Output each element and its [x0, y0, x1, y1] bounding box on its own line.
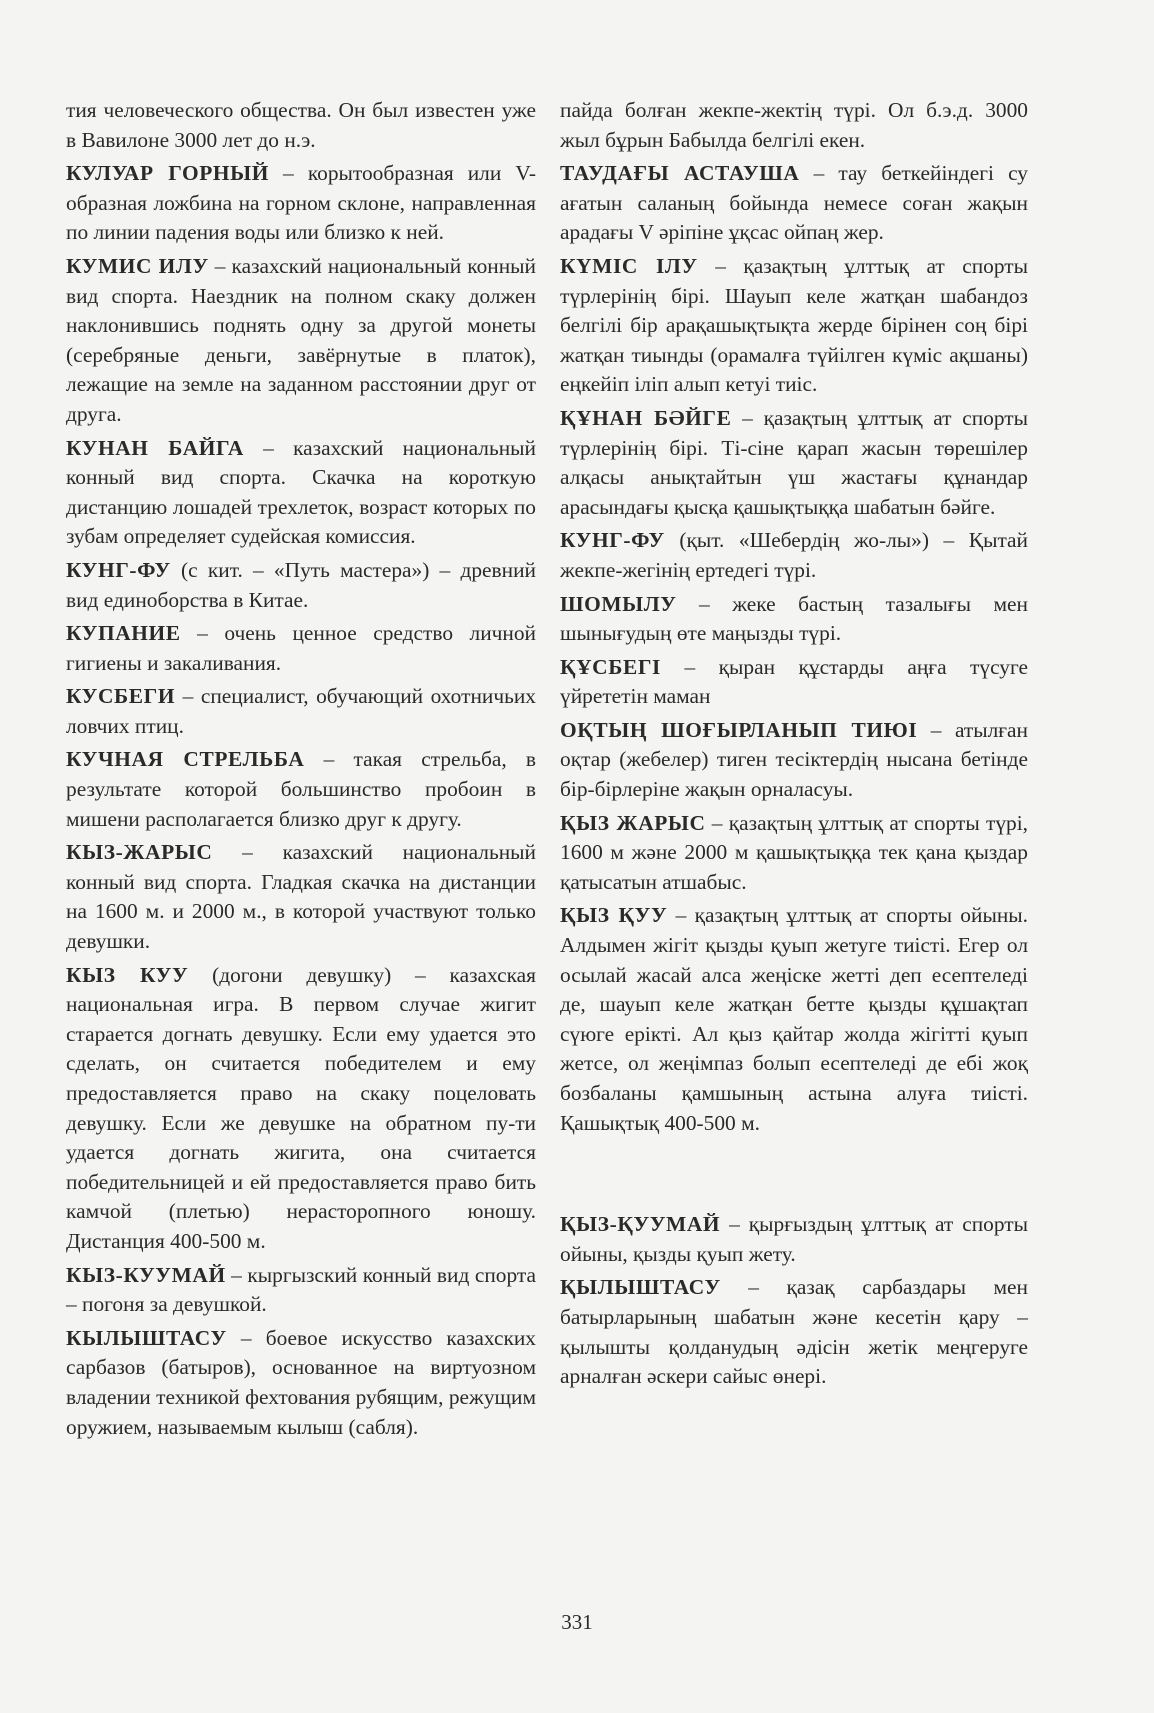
- entry-term: ШОМЫЛУ: [560, 591, 677, 616]
- entry-kunan-baiga: [66, 434, 536, 552]
- entry-term: КУМИС ИЛУ: [66, 253, 209, 278]
- entry-term: КУЛУАР ГОРНЫЙ: [66, 161, 269, 186]
- entry-term: ҚЫЗ-ҚУУМАЙ: [560, 1212, 721, 1237]
- entry-term: КУНАН БАЙГА: [66, 435, 244, 460]
- entry-text: – қазақтың ұлттық ат спорты түрлерінің бірі. Ті-сіне қарап жасын төрешілер алқасы анықтайтын үш жастағы құнандар арасындағы қысқа қашықтыққа шабатын бәйге.: [560, 405, 1029, 519]
- entry-kuluar-gorny: [66, 159, 536, 248]
- entry-kumis-ilu-kz: [560, 252, 1028, 400]
- entry-text: – атылған оқтар (жебелер) тиген тесіктердің нысана бетінде бір-бірлеріне жақын орналасуы.: [560, 717, 1028, 802]
- entry-term: КҮМІС ІЛУ: [560, 253, 698, 278]
- entry-kyz-zharys: [66, 838, 536, 956]
- kazakh-column: [560, 96, 1028, 1396]
- entry-term: КУНГ-ФУ: [66, 557, 171, 582]
- entry-text: – очень ценное средство личной гигиены и закаливания.: [66, 621, 536, 675]
- entry-text: (қыт. «Шебердің жо-лы») – Қытай жекпе-жегінің ертедегі түрі.: [560, 528, 1028, 582]
- entry-kung-fu-kz: [560, 526, 1028, 585]
- entry-term: КУЧНАЯ СТРЕЛЬБА: [66, 747, 305, 772]
- entry-term: КЫЗ КУУ: [66, 962, 189, 987]
- entry-text: – қазақтың ұлттық ат спорты ойыны. Алдымен жігіт қызды қуып жетуге тиісті. Егер ол осылай жасай алса жеңіске жетті деп есептеледі де, шауып келе жатқан бетте қызды құшақтап сүюге ерікті. Ал қыз қайтар жолда жігітті қуып жетсе, ол жеңімпаз болып есептеледі де ебі жоқ бозбаланы қамшының астына алуға тиісті. Қашықтық 400-500 м.: [560, 903, 1028, 1135]
- entry-term: ҚЫЛЫШТАСУ: [560, 1275, 721, 1300]
- entry-shomylu: [560, 590, 1028, 649]
- russian-column: [66, 96, 536, 1446]
- entry-kyz-kuu: [66, 961, 536, 1257]
- entry-oktyn-shogyrlanyp: [560, 716, 1028, 805]
- entry-text: – қырғыздың ұлттық ат спорты ойыны, қызды қуып жету.: [560, 1212, 1028, 1266]
- entry-text: – казахский национальный конный вид спорта. Гладкая скачка на дистанции на 1600 м. и 2000 м., в которой участвуют только девушки.: [66, 840, 536, 954]
- entry-kunan-baige-kz: [560, 404, 1028, 522]
- entry-term: КУСБЕГИ: [66, 684, 176, 709]
- entry-kuchnaya-strelba: [66, 745, 536, 834]
- entry-kyz-kuumai: [66, 1261, 536, 1320]
- entry-kupanie: [66, 619, 536, 678]
- entry-text: – специалист, обучающий охотничьих ловчих птиц.: [66, 684, 536, 738]
- entry-continuation: [66, 96, 536, 155]
- entry-term: КЫЗ-ЖАРЫС: [66, 840, 213, 865]
- entry-text: – қыран құстарды аңға түсуге үйрететін маман: [560, 654, 1028, 709]
- entry-term: ҚЫЗ ҚУУ: [560, 903, 668, 928]
- entry-text: (с кит. – «Путь мастера») – древний вид единоборства в Китае.: [66, 557, 536, 612]
- entry-text: – кыргызский конный вид спорта – погоня за девушкой.: [66, 1262, 536, 1317]
- entry-taudagy-astausha: [560, 159, 1028, 248]
- entry-kyz-zharys-kz: [560, 809, 1028, 898]
- entry-text: – корытообразная или V-образная ложбина на горном склоне, направленная по линии падения воды или близко к ней.: [66, 161, 536, 245]
- entry-term: ТАУДАҒЫ АСТАУША: [560, 161, 800, 186]
- entry-term: ҚЫЗ ЖАРЫС: [560, 810, 706, 835]
- entry-text: – қазақ сарбаздары мен батырларының шабатын және кесетін қару – қылышты қолданудың әдісін жетік меңгеруге арналған әскери сайыс өнері.: [560, 1275, 1028, 1389]
- entry-term: КЫЗ-КУУМАЙ: [66, 1262, 226, 1287]
- entry-term: ҚҰНАН БӘЙГЕ: [560, 405, 732, 430]
- entry-text: тия человеческого общества. Он был известен уже в Вавилоне 3000 лет до н.э.: [66, 98, 536, 152]
- entry-kusbegi-kz: [560, 653, 1028, 712]
- column-gap: [560, 1142, 1028, 1210]
- entry-kylyshtasu: [66, 1324, 536, 1442]
- entry-text: – жеке бастың тазалығы мен шынығудың өте маңызды түрі.: [560, 591, 1028, 646]
- entry-term: КУПАНИЕ: [66, 621, 181, 646]
- entry-text: пайда болған жекпе-жектің түрі. Ол б.э.д. 3000 жыл бұрын Бабылда белгілі екен.: [560, 98, 1028, 152]
- entry-kumis-ilu: [66, 252, 536, 430]
- entry-continuation: [560, 96, 1028, 155]
- entry-text: – казахский национальный конный вид спорта. Скачка на короткую дистанцию лошадей трехлеток, возраст которых по зубам определяет судейская комиссия.: [66, 435, 537, 549]
- entry-kung-fu: [66, 556, 536, 615]
- entry-text: – казахский национальный конный вид спорта. Наездник на полном скаку должен наклонившись поднять одну за другой монеты (серебряные деньги, завёрнутые в платок), лежащие на земле на заданном расстоянии друг от друга.: [66, 253, 536, 426]
- entry-text: (догони девушку) – казахская национальная игра. В первом случае жигит старается догнать девушку. Если ему удается это сделать, он считается победителем и ему предоставляется право на скаку поцеловать девушку. Если же девушке на обратном пу-ти удается догнать жигита, она считается победительницей и ей предоставляется право бить камчой (плетью) нерасторопного юношу. Дистанция 400-500 м.: [66, 962, 536, 1253]
- entry-text: – боевое искусство казахских сарбазов (батыров), основанное на виртуозном владении техникой фехтования рубящим, режущим оружием, называемым кылыш (сабля).: [66, 1325, 536, 1439]
- entry-kusbegi: [66, 682, 536, 741]
- entry-term: ОҚТЫҢ ШОҒЫРЛАНЫП ТИЮІ: [560, 717, 918, 742]
- entry-kylyshtasu-kz: [560, 1273, 1028, 1391]
- entry-kyz-kuumai-kz: [560, 1210, 1028, 1269]
- entry-text: – такая стрельба, в результате которой большинство пробоин в мишени располагается близко друг к другу.: [66, 747, 537, 831]
- entry-text: – қазақтың ұлттық ат спорты түрі, 1600 м және 2000 м қашықтыққа тек қана қыздар қатысатын атшабыс.: [560, 810, 1028, 894]
- entry-kyz-kuu-kz: [560, 901, 1028, 1138]
- entry-term: КУНГ-ФУ: [560, 528, 665, 553]
- entry-term: КЫЛЫШТАСУ: [66, 1325, 227, 1350]
- page-number: 331: [561, 1610, 593, 1634]
- entry-text: – қазақтың ұлттық ат спорты түрлерінің бірі. Шауып келе жатқан шабандоз белгілі бір арақашықтықта жерде бірінен соң бірі жатқан тиынды (орамалға түйілген күміс ақшаны) еңкейіп іліп алып кетуі тиіс.: [560, 253, 1028, 397]
- entry-text: – тау беткейіндегі су ағатын саланың бойында немесе соған жақын арадағы V әріпіне ұқсас ойпаң жер.: [560, 161, 1028, 245]
- entry-term: ҚҰСБЕГІ: [560, 654, 661, 679]
